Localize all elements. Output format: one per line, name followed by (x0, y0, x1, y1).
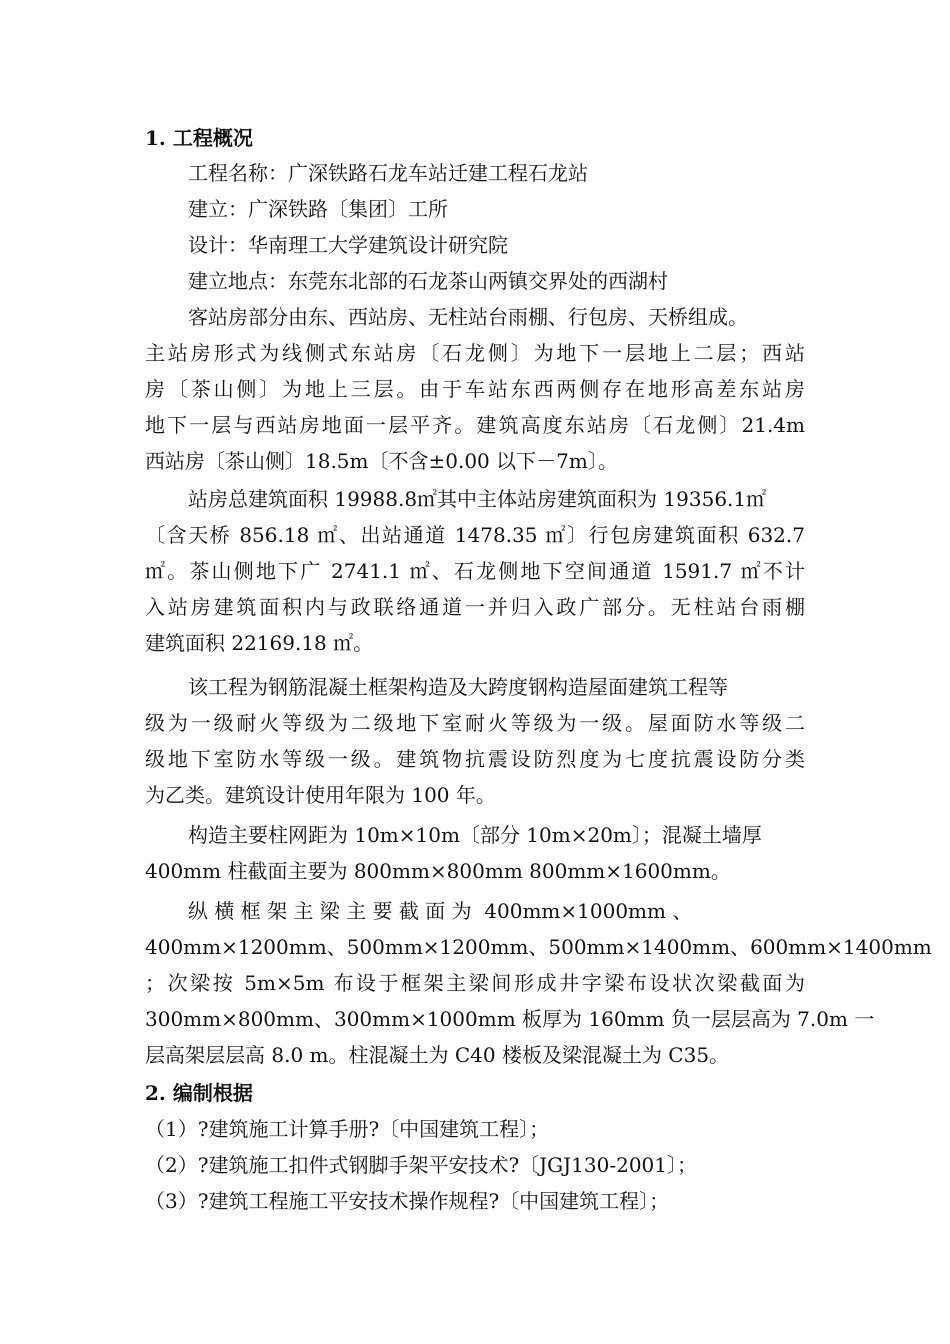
paragraph-2-line: 站房总建筑面积 19988.8㎡其中主体站房建筑面积为 19356.1㎡ (188, 487, 767, 511)
paragraph-1-line: 地下一层与西站房地面一层平齐。建筑高度东站房〔石龙侧〕21.4m (145, 413, 805, 437)
section-1-heading: 1. 工程概况 (145, 126, 253, 150)
paragraph-1-line: 房〔茶山侧〕为地上三层。由于车站东西两侧存在地形高差东站房 (145, 377, 805, 401)
location: 建立地点：东莞东北部的石龙茶山两镇交界处的西湖村 (188, 269, 668, 293)
paragraph-3-line: 该工程为钢筋混凝土框架构造及大跨度钢构造屋面建筑工程等 (188, 675, 728, 699)
paragraph-5-line: 层高架层层高 8.0 m。柱混凝土为 C40 楼板及梁混凝土为 C35。 (145, 1043, 730, 1067)
reference-item: （3）?建筑工程施工平安技术操作规程?〔中国建筑工程〕； (145, 1189, 670, 1213)
paragraph-4-line: 构造主要柱网距为 10m×10m〔部分 10m×20m〕；混凝土墙厚 (188, 823, 762, 847)
paragraph-1-line: 主站房形式为线侧式东站房〔石龙侧〕为地下一层地上二层；西站 (145, 341, 805, 365)
paragraph-2-line: ㎡。茶山侧地下广 2741.1 ㎡、石龙侧地下空间通道 1591.7 ㎡不计 (145, 559, 805, 583)
paragraph-5-line: 300mm×800mm、300mm×1000mm 板厚为 160mm 负一层层高为 7.0m 一 (145, 1007, 875, 1031)
paragraph-4-line: 400mm 柱截面主要为 800mm×800mm 800mm×1600mm。 (145, 859, 731, 883)
paragraph-5-line: 纵 横 框 架 主 梁 主 要 截 面 为 400mm×1000mm 、 (188, 899, 693, 923)
builder: 建立：广深铁路〔集团〕工所 (188, 197, 448, 221)
paragraph-3-line: 为乙类。建筑设计使用年限为 100 年。 (145, 783, 496, 807)
section-2-heading: 2. 编制根据 (145, 1081, 253, 1105)
paragraph-3-line: 级地下室防水等级一级。建筑物抗震设防烈度为七度抗震设防分类 (145, 747, 805, 771)
paragraph-5-line: ；次梁按 5m×5m 布设于框架主梁间形成井字梁布设状次梁截面为 (145, 971, 805, 995)
paragraph-2-line: 建筑面积 22169.18 ㎡。 (145, 631, 374, 655)
paragraph-3-line: 级为一级耐火等级为二级地下室耐火等级为一级。屋面防水等级二 (145, 711, 805, 735)
reference-item: （1）?建筑施工计算手册?〔中国建筑工程〕； (145, 1117, 550, 1141)
paragraph-1-line: 客站房部分由东、西站房、无柱站台雨棚、行包房、天桥组成。 (188, 305, 748, 329)
paragraph-2-line: 〔含天桥 856.18 ㎡、出站通道 1478.35 ㎡〕行包房建筑面积 632.7 (145, 523, 805, 547)
paragraph-1-line: 西站房〔茶山侧〕18.5m〔不含±0.00 以下－7m〕。 (145, 449, 618, 473)
paragraph-2-line: 入站房建筑面积内与政联络通道一并归入政广部分。无柱站台雨棚 (145, 595, 805, 619)
paragraph-5-line: 400mm×1200mm、500mm×1200mm、500mm×1400mm、600mm×1400mm (145, 935, 932, 959)
reference-item: （2）?建筑施工扣件式钢脚手架平安技术?〔JGJ130-2001〕； (145, 1153, 698, 1177)
design-institute: 设计：华南理工大学建筑设计研究院 (188, 233, 508, 257)
project-name: 工程名称：广深铁路石龙车站迁建工程石龙站 (188, 161, 588, 185)
